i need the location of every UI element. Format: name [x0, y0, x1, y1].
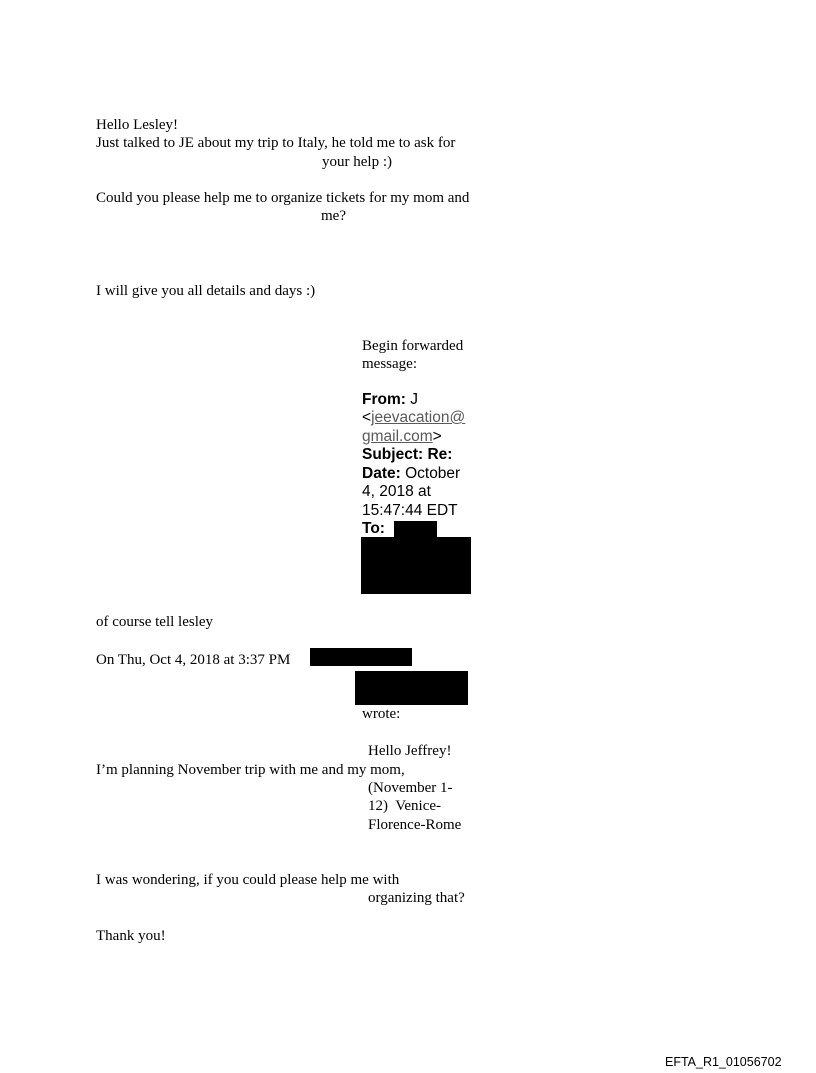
- body-line-3: I will give you all details and days :): [96, 283, 316, 299]
- quoted-wondering-b: organizing that?: [368, 890, 465, 906]
- redaction-box-to-address: [361, 537, 471, 594]
- redaction-box-sender-email: [355, 671, 468, 705]
- body-line-1a: Just talked to JE about my trip to Italy, he told me to ask for: [96, 135, 456, 151]
- quoted-thanks: Thank you!: [96, 928, 166, 944]
- date-line-b: 4, 2018 at: [362, 483, 431, 500]
- from-line: [362, 391, 418, 410]
- from-name: J: [410, 391, 418, 408]
- date-line-a: [362, 465, 460, 484]
- reply-text: of course tell lesley: [96, 614, 214, 630]
- reply-attribution: On Thu, Oct 4, 2018 at 3:37 PM: [96, 652, 291, 668]
- quoted-planning: I’m planning November trip with me and my mom,: [96, 762, 405, 778]
- to-label: To:: [362, 520, 385, 537]
- forward-intro-a: Begin forwarded: [362, 338, 464, 354]
- redaction-box-to-name: [394, 521, 437, 537]
- quoted-wondering-a: I was wondering, if you could please help me with: [96, 872, 400, 888]
- document-id: EFTA_R1_01056702: [665, 1055, 782, 1069]
- quoted-hello: Hello Jeffrey!: [368, 743, 452, 759]
- from-label: From:: [362, 391, 406, 408]
- email-link-b[interactable]: gmail.com: [362, 428, 433, 445]
- date-value-a: October: [405, 465, 461, 482]
- quoted-dates-b: 12) Venice-: [368, 798, 442, 814]
- to-line: [362, 520, 385, 539]
- email-line-a: [362, 409, 465, 428]
- subject-line: [362, 446, 452, 465]
- email-line-b: [362, 428, 442, 447]
- greeting-line: Hello Lesley!: [96, 117, 179, 133]
- email-open-bracket: <: [362, 409, 372, 426]
- redaction-box-sender-name: [310, 648, 412, 666]
- body-line-2b: me?: [321, 208, 346, 224]
- body-line-1b: your help :): [322, 154, 392, 170]
- date-line-c: 15:47:44 EDT: [362, 502, 458, 519]
- body-line-2a: Could you please help me to organize tickets for my mom and: [96, 190, 470, 206]
- forward-intro-b: message:: [362, 356, 417, 372]
- email-link-a[interactable]: jeevacation@: [371, 409, 466, 426]
- email-close-bracket: >: [432, 428, 442, 445]
- wrote-label: wrote:: [362, 706, 401, 722]
- subject-label: Subject: Re:: [362, 446, 453, 463]
- date-label: Date:: [362, 465, 401, 482]
- quoted-dates-a: (November 1-: [368, 780, 453, 796]
- quoted-dates-c: Florence-Rome: [368, 817, 462, 833]
